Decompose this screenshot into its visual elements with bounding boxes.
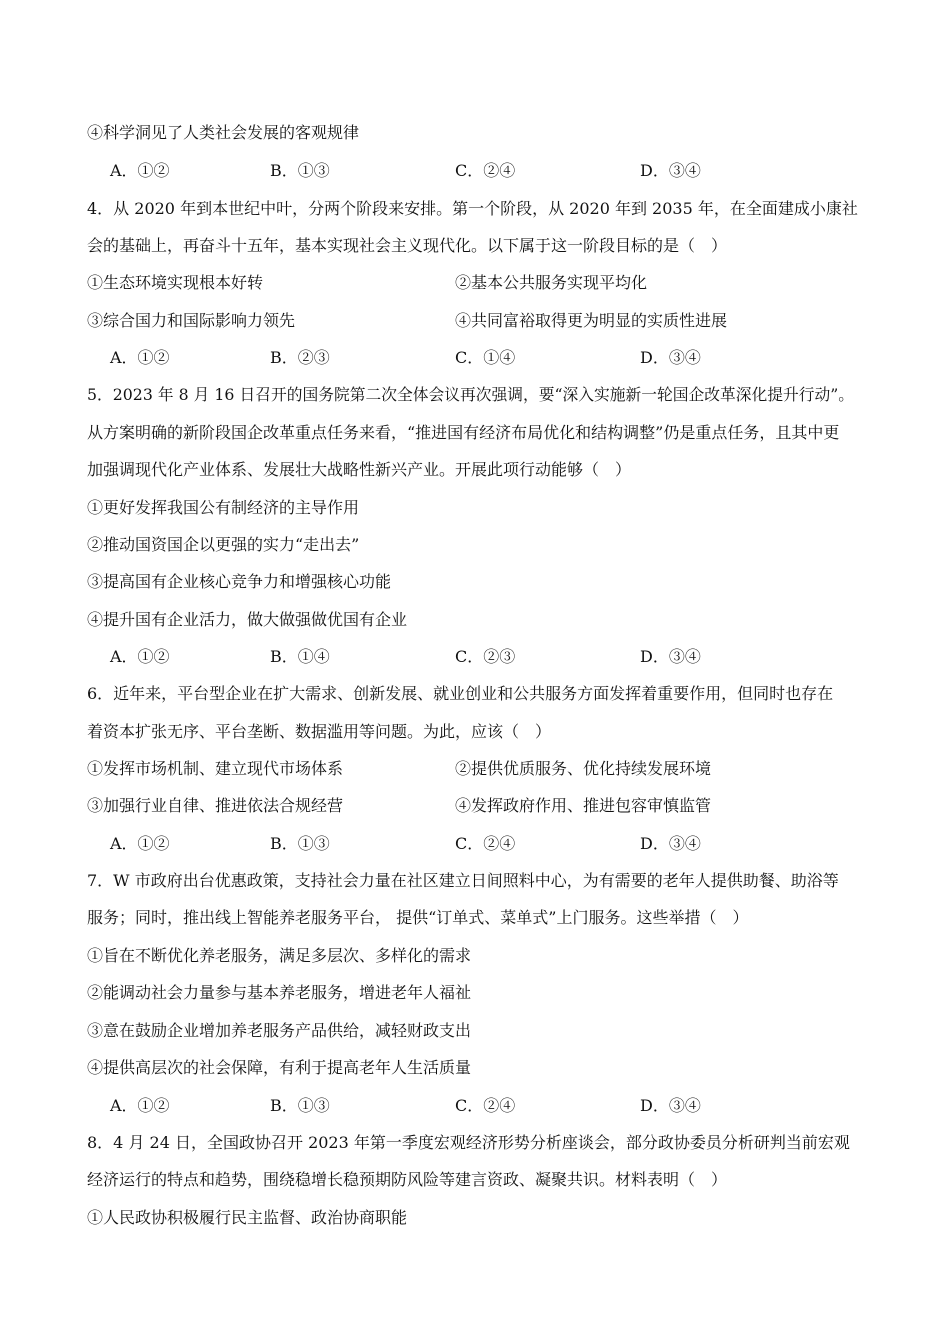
q4-option-c[interactable]: C．①④ <box>455 348 516 367</box>
q5-stem-line-1: 5．2023 年 8 月 16 日召开的国务院第二次全体会议再次强调，要“深入实施新一轮国企改革深化提升行动”。 <box>87 385 855 404</box>
q4-option-d[interactable]: D．③④ <box>640 348 701 367</box>
q7-item-4: ④提供高层次的社会保障，有利于提高老年人生活质量 <box>87 1058 472 1077</box>
q6-options <box>110 834 870 854</box>
q8-item-1: ①人民政协积极履行民主监督、政治协商职能 <box>87 1208 408 1227</box>
q5-item-4: ④提升国有企业活力，做大做强做优国有企业 <box>87 610 408 629</box>
q7-stem-line-2: 服务；同时，推出线上智能养老服务平台， 提供“订单式、菜单式”上门服务。这些举措（ ） <box>87 908 749 927</box>
q6-option-c[interactable]: C．②④ <box>455 834 516 853</box>
q5-stem-line-3: 加强调现代化产业体系、发展壮大战略性新兴产业。开展此项行动能够（ ） <box>87 460 632 479</box>
q3-option-b[interactable]: B．①③ <box>270 161 330 180</box>
q6-option-d[interactable]: D．③④ <box>640 834 701 853</box>
q3-option-a[interactable]: A．①② <box>110 161 170 180</box>
q3-option-d[interactable]: D．③④ <box>640 161 701 180</box>
q5-item-2: ②推动国资国企以更强的实力“走出去” <box>87 535 360 554</box>
q6-stem-line-1: 6．近年来，平台型企业在扩大需求、创新发展、就业创业和公共服务方面发挥着重要作用，但同时也存在 <box>87 684 834 703</box>
q5-option-b[interactable]: B．①④ <box>270 647 330 666</box>
q6-item-2: ②提供优质服务、优化持续发展环境 <box>455 759 712 778</box>
q7-stem-line-1: 7．W 市政府出台优惠政策，支持社会力量在社区建立日间照料中心，为有需要的老年人提供助餐、助浴等 <box>87 871 839 890</box>
q4-option-b[interactable]: B．②③ <box>270 348 330 367</box>
q4-option-a[interactable]: A．①② <box>110 348 170 367</box>
q5-option-d[interactable]: D．③④ <box>640 647 701 666</box>
q7-item-1: ①旨在不断优化养老服务，满足多层次、多样化的需求 <box>87 946 472 965</box>
q7-option-a[interactable]: A．①② <box>110 1096 170 1115</box>
q4-stem-line-2: 会的基础上，再奋斗十五年，基本实现社会主义现代化。以下属于这一阶段目标的是（ ） <box>87 236 728 255</box>
q6-item-3: ③加强行业自律、推进依法合规经营 <box>87 796 344 815</box>
q3-options <box>110 161 870 181</box>
q6-option-b[interactable]: B．①③ <box>270 834 330 853</box>
q5-stem-line-2: 从方案明确的新阶段国企改革重点任务来看，“推进国有经济布局优化和结构调整”仍是重点任务，且其中更 <box>87 423 840 442</box>
q5-option-a[interactable]: A．①② <box>110 647 170 666</box>
q7-option-b[interactable]: B．①③ <box>270 1096 330 1115</box>
q5-item-1: ①更好发挥我国公有制经济的主导作用 <box>87 498 360 517</box>
q4-item-4: ④共同富裕取得更为明显的实质性进展 <box>455 311 728 330</box>
q8-stem-line-2: 经济运行的特点和趋势，围绕稳增长稳预期防风险等建言资政、凝聚共识。材料表明（ ） <box>87 1170 728 1189</box>
q7-option-c[interactable]: C．②④ <box>455 1096 516 1115</box>
q4-item-2: ②基本公共服务实现平均化 <box>455 273 648 292</box>
q5-options <box>110 647 870 667</box>
q7-item-2: ②能调动社会力量参与基本养老服务，增进老年人福祉 <box>87 983 472 1002</box>
q4-item-1: ①生态环境实现根本好转 <box>87 273 264 292</box>
q7-options <box>110 1096 870 1116</box>
q6-option-a[interactable]: A．①② <box>110 834 170 853</box>
q6-item-1: ①发挥市场机制、建立现代市场体系 <box>87 759 344 778</box>
q6-item-4: ④发挥政府作用、推进包容审慎监管 <box>455 796 712 815</box>
q3-item-4: ④科学洞见了人类社会发展的客观规律 <box>87 123 360 142</box>
q7-item-3: ③意在鼓励企业增加养老服务产品供给，减轻财政支出 <box>87 1021 472 1040</box>
q8-stem-line-1: 8．4 月 24 日，全国政协召开 2023 年第一季度宏观经济形势分析座谈会，部分政协委员分析研判当前宏观 <box>87 1133 850 1152</box>
q4-options <box>110 348 870 368</box>
q6-stem-line-2: 着资本扩张无序、平台垄断、数据滥用等问题。为此，应该（ ） <box>87 722 552 741</box>
q7-option-d[interactable]: D．③④ <box>640 1096 701 1115</box>
q5-item-3: ③提高国有企业核心竞争力和增强核心功能 <box>87 572 392 591</box>
q3-option-c[interactable]: C．②④ <box>455 161 516 180</box>
q5-option-c[interactable]: C．②③ <box>455 647 516 666</box>
q4-item-3: ③综合国力和国际影响力领先 <box>87 311 296 330</box>
q4-stem-line-1: 4．从 2020 年到本世纪中叶，分两个阶段来安排。第一个阶段，从 2020 年到 2035 年，在全面建成小康社 <box>87 199 858 218</box>
